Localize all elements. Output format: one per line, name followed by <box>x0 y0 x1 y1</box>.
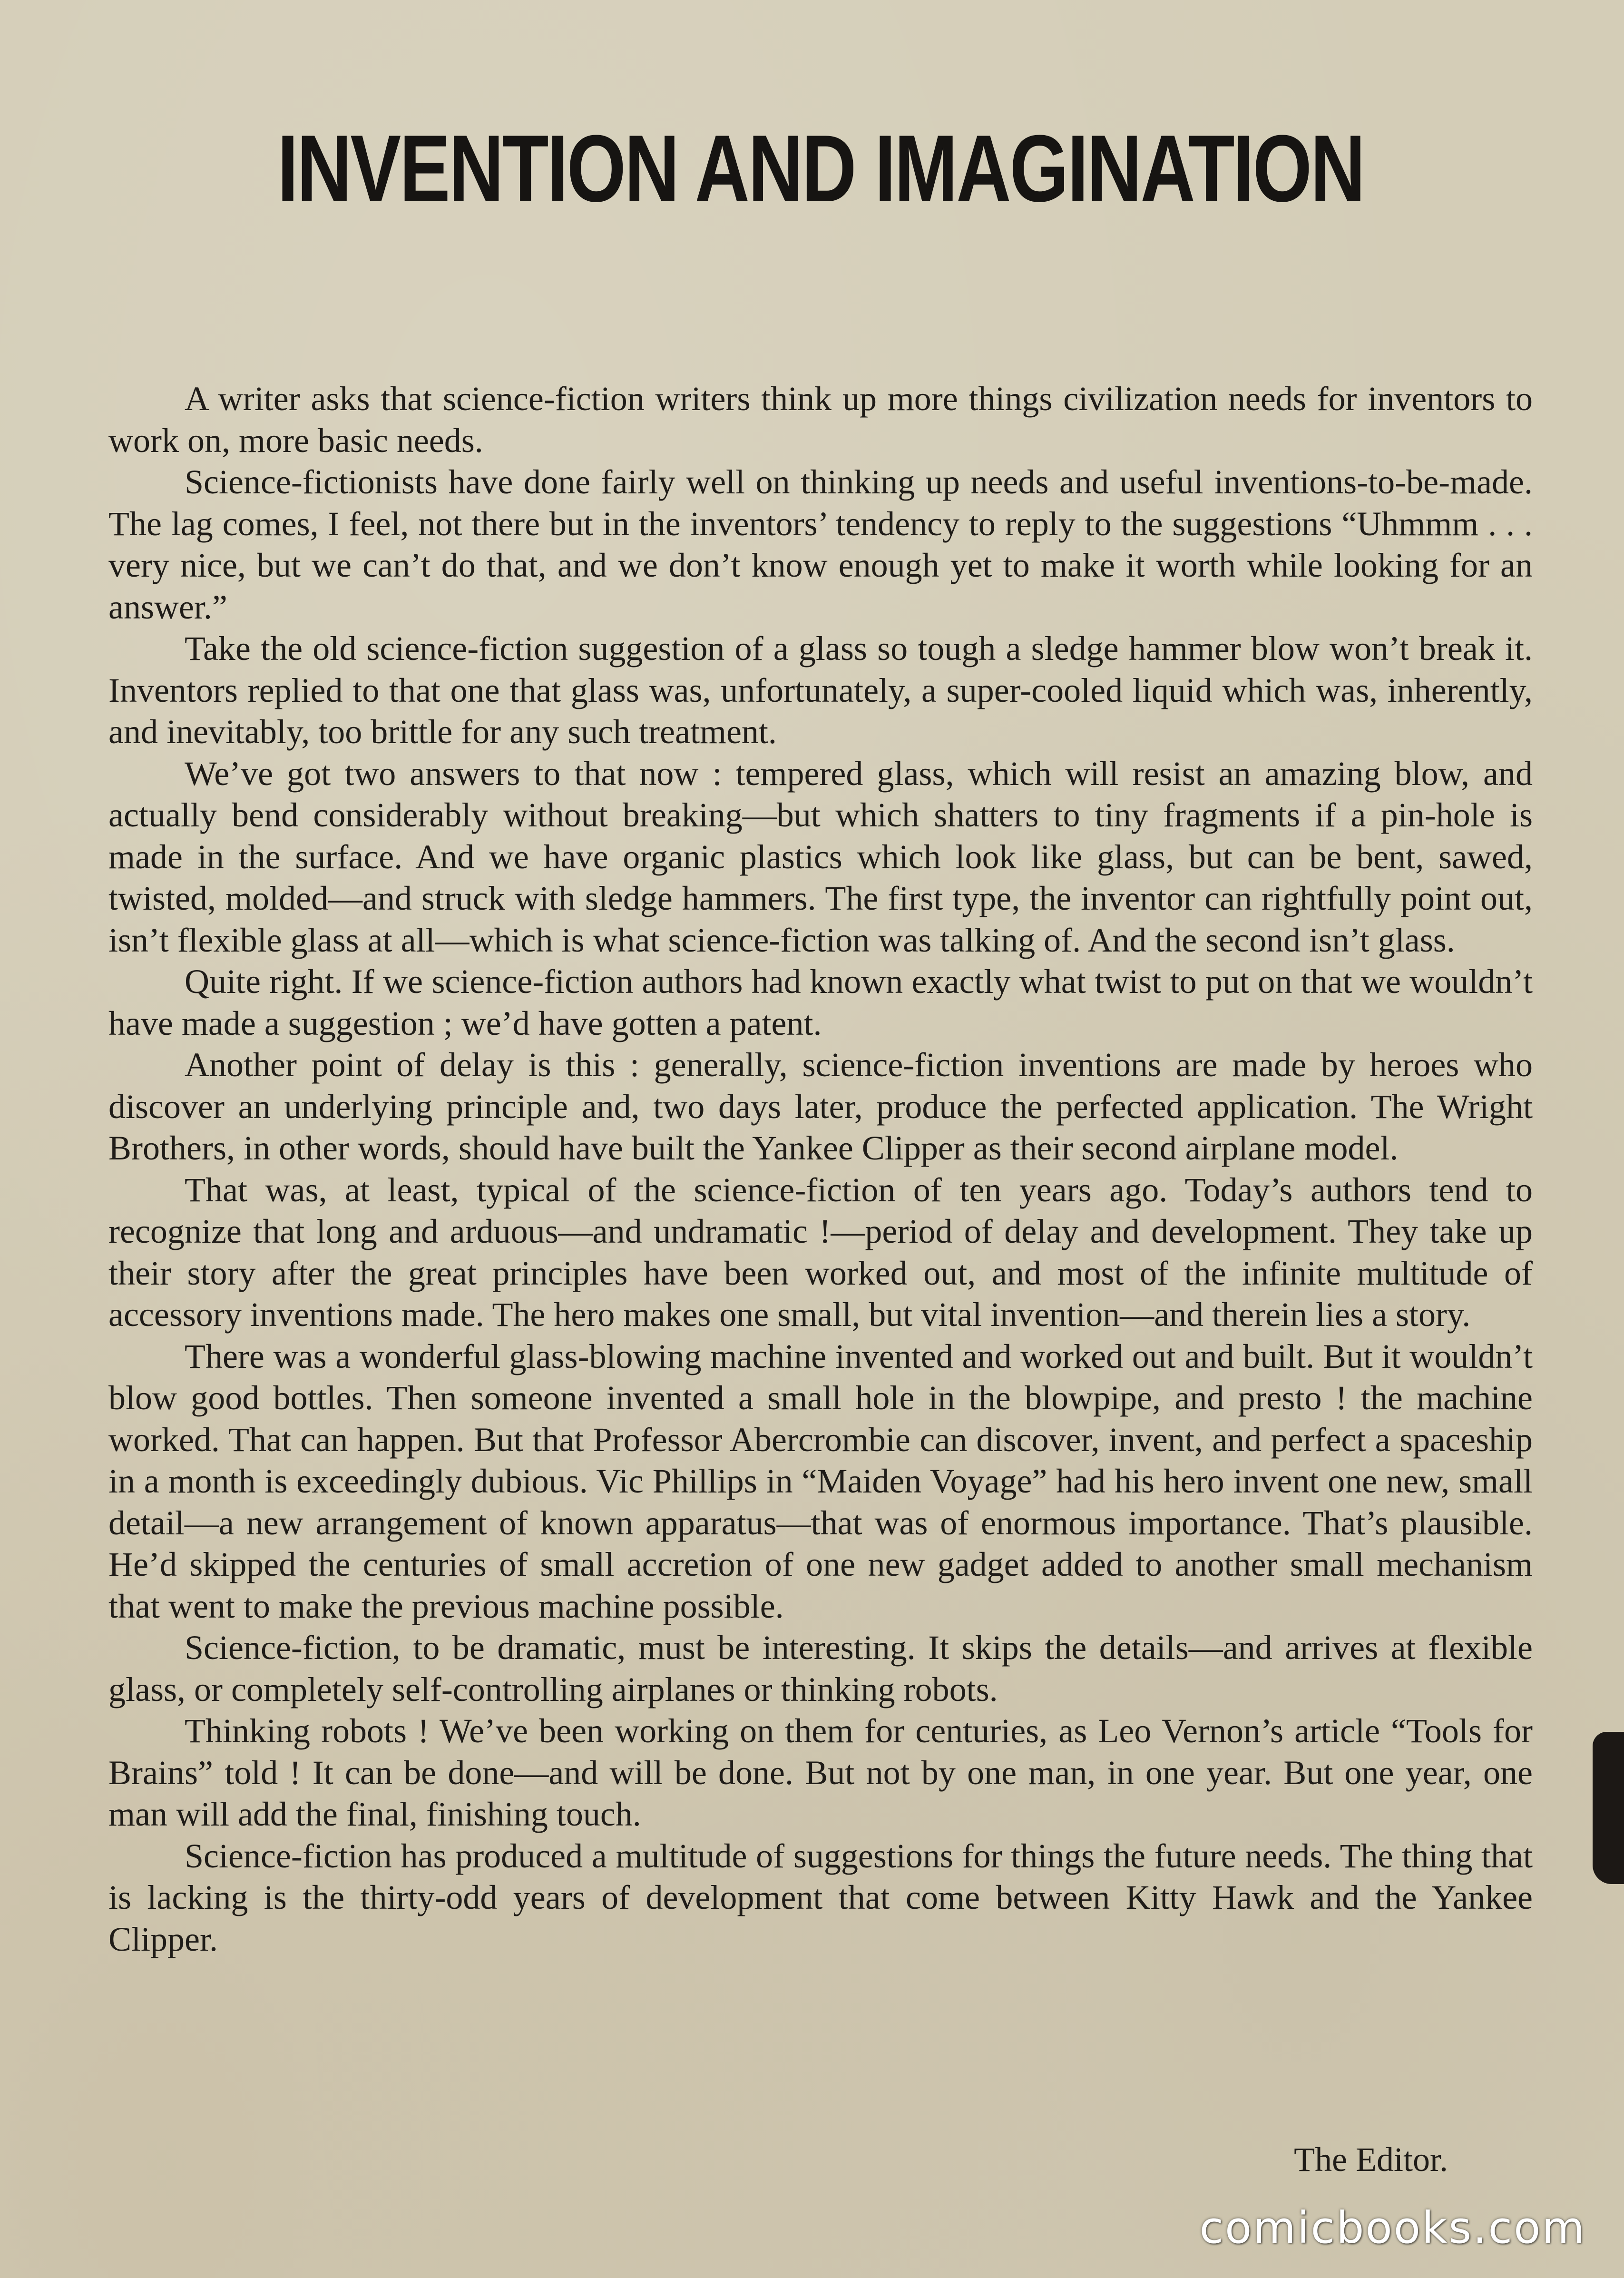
page-edge-tear <box>1593 1732 1624 1884</box>
article-title: INVENTION AND IMAGINATION <box>277 116 1364 222</box>
paragraph: Quite right. If we science-fiction authors had known exactly what twist to put on that we wouldn’t have made a suggestion ; we’d have gotten a patent. <box>108 962 1533 1042</box>
paragraph: Another point of delay is this : generally, science-fiction inventions are made by heroes who discover an underlying principle and, two days later, produce the perfected application. The Wright Brothers, in other words, should have built the Yankee Clipper as their second airplane model. <box>108 1046 1533 1167</box>
paragraph: Science-fictionists have done fairly well on thinking up needs and useful inventions-to-be-made. The lag comes, I feel, not there but in the inventors’ tendency to reply to the suggestions “Uhmmm . . . very nice, but we can’t do that, and we don’t know enough yet to make it worth while looking for an answer.” <box>108 463 1533 626</box>
paragraph: Thinking robots ! We’ve been working on them for centuries, as Leo Vernon’s article “Tools for Brains” told ! It can be done—and will be done. But not by one man, in one year. But one year, one man will add the final, finishing touch. <box>108 1712 1533 1833</box>
editor-signature: The Editor. <box>1294 2141 1448 2179</box>
paragraph: Science-fiction has produced a multitude of suggestions for things the future needs. The thing that is lacking is the thirty-odd years of development that come between Kitty Hawk and the Yankee Clipper. <box>108 1836 1533 1958</box>
site-watermark: comicbooks.com <box>1199 2202 1586 2253</box>
article-body <box>108 378 1533 1960</box>
paragraph: That was, at least, typical of the science-fiction of ten years ago. Today’s authors tend to recognize that long and arduous—and undramatic !—period of delay and development. They take up their story after the great principles have been worked out, and most of the infinite multitude of accessory inventions made. The hero makes one small, but vital invention—and therein lies a story. <box>108 1170 1533 1334</box>
paragraph: A writer asks that science-fiction writers think up more things civilization needs for inventors to work on, more basic needs. <box>108 380 1533 460</box>
paragraph: There was a wonderful glass-blowing machine invented and worked out and built. But it wouldn’t blow good bottles. Then someone invented a small hole in the blowpipe, and presto ! the machine worked. That can happen. But that Professor Abercrombie can discover, invent, and perfect a spaceship in a month is exceedingly dubious. Vic Phillips in “Maiden Voyage” had his hero invent one new, small detail—a new arrangement of known apparatus—that was of enormous importance. That’s plausible. He’d skipped the centuries of small accretion of one new gadget added to another small mechanism that went to make the previous machine possible. <box>108 1337 1533 1625</box>
paragraph: We’ve got two answers to that now : tempered glass, which will resist an amazing blow, and actually bend considerably without breaking—but which shatters to tiny fragments if a pin-hole is made in the surface. And we have organic plastics which look like glass, but can be bent, sawed, twisted, molded—and struck with sledge hammers. The first type, the inventor can rightfully point out, isn’t flexible glass at all—which is what science-fiction was talking of. And the second isn’t glass. <box>108 754 1533 959</box>
paragraph: Take the old science-fiction suggestion of a glass so tough a sledge hammer blow won’t break it. Inventors replied to that one that glass was, unfortunately, a super-cooled liquid which was, inherently, and inevitably, too brittle for any such treatment. <box>108 629 1533 751</box>
editorial-article <box>108 116 1533 1960</box>
paragraph: Science-fiction, to be dramatic, must be interesting. It skips the details—and arrives at flexible glass, or completely self-controlling airplanes or thinking robots. <box>108 1629 1533 1708</box>
